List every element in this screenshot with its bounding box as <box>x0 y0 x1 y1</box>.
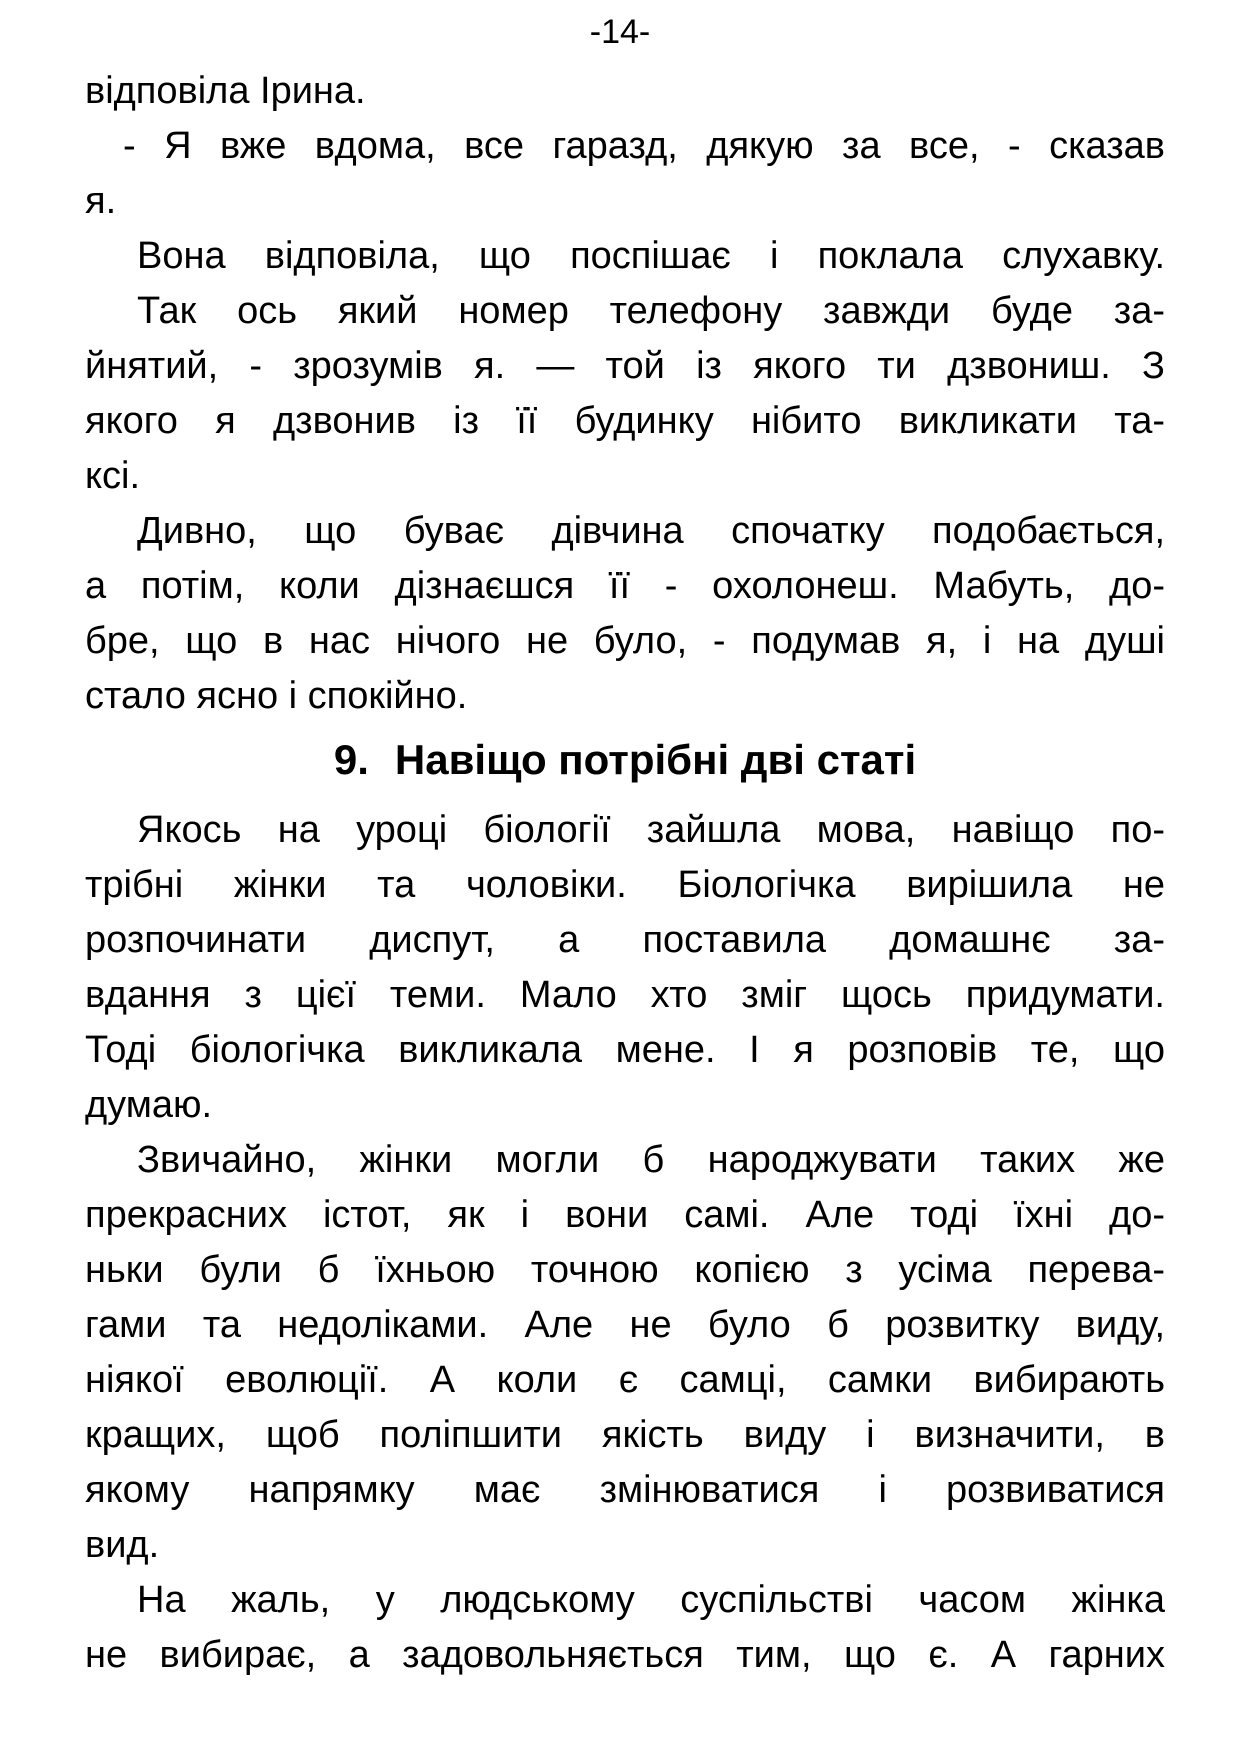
text-line: вид. <box>85 1524 160 1566</box>
text-line: На жаль, у людському суспільстві часом жінка <box>137 1579 1165 1621</box>
text-line: гами та недоліками. Але не було б розвитку виду, <box>85 1304 1165 1346</box>
text-line: Звичайно, жінки могли б народжувати таких же <box>137 1139 1165 1181</box>
text-line: Якось на уроці біології зайшла мова, навіщо по- <box>137 809 1165 851</box>
page-number: -14- <box>589 13 651 51</box>
text-line: йнятий, - зрозумів я. — той із якого ти дзвониш. З <box>85 345 1165 387</box>
text-line: а потім, коли дізнаєшся її - охолонеш. Мабуть, до- <box>85 565 1165 607</box>
section-heading <box>85 732 1165 787</box>
text-line: - Я вже вдома, все гаразд, дякую за все, - сказав <box>123 125 1165 167</box>
text-line: відповіла Ірина. <box>85 70 366 112</box>
text-line: розпочинати диспут, а поставила домашнє за- <box>85 919 1165 961</box>
section-heading-title: Навіщо потрібні дві статі <box>394 736 917 783</box>
text-line: прекрасних істот, як і вони самі. Але тоді їхні до- <box>85 1194 1165 1236</box>
text-line: ніякої еволюції. А коли є самці, самки вибирають <box>85 1359 1165 1401</box>
text-line: Дивно, що буває дівчина спочатку подобається, <box>137 510 1165 552</box>
text-line: Тоді біологічка викликала мене. І я розповів те, що <box>85 1029 1165 1071</box>
text-line: трібні жінки та чоловіки. Біологічка вирішила не <box>85 864 1165 906</box>
text-line: я. <box>85 180 117 222</box>
text-line: ньки були б їхньою точною копією з усіма перева- <box>85 1249 1165 1291</box>
text-line: Вона відповіла, що поспішає і поклала слухавку. <box>137 235 1165 277</box>
text-line: бре, що в нас нічого не було, - подумав я, і на душі <box>85 620 1165 662</box>
text-line: не вибирає, а задовольняється тим, що є. А гарних <box>85 1634 1165 1676</box>
text-line: якому напрямку має змінюватися і розвиватися <box>85 1469 1165 1511</box>
text-line: думаю. <box>85 1084 213 1126</box>
text-line: вдання з цієї теми. Мало хто зміг щось придумати. <box>85 974 1165 1016</box>
text-line: стало ясно і спокійно. <box>85 675 468 717</box>
text-line: якого я дзвонив із її будинку нібито викликати та- <box>85 400 1165 442</box>
text-line: Так ось який номер телефону завжди буде за- <box>137 290 1165 332</box>
text-line: ксі. <box>85 455 141 497</box>
section-heading-number: 9. <box>333 736 369 783</box>
text-line: кращих, щоб поліпшити якість виду і визначити, в <box>85 1414 1165 1456</box>
page-content <box>85 64 1165 1683</box>
